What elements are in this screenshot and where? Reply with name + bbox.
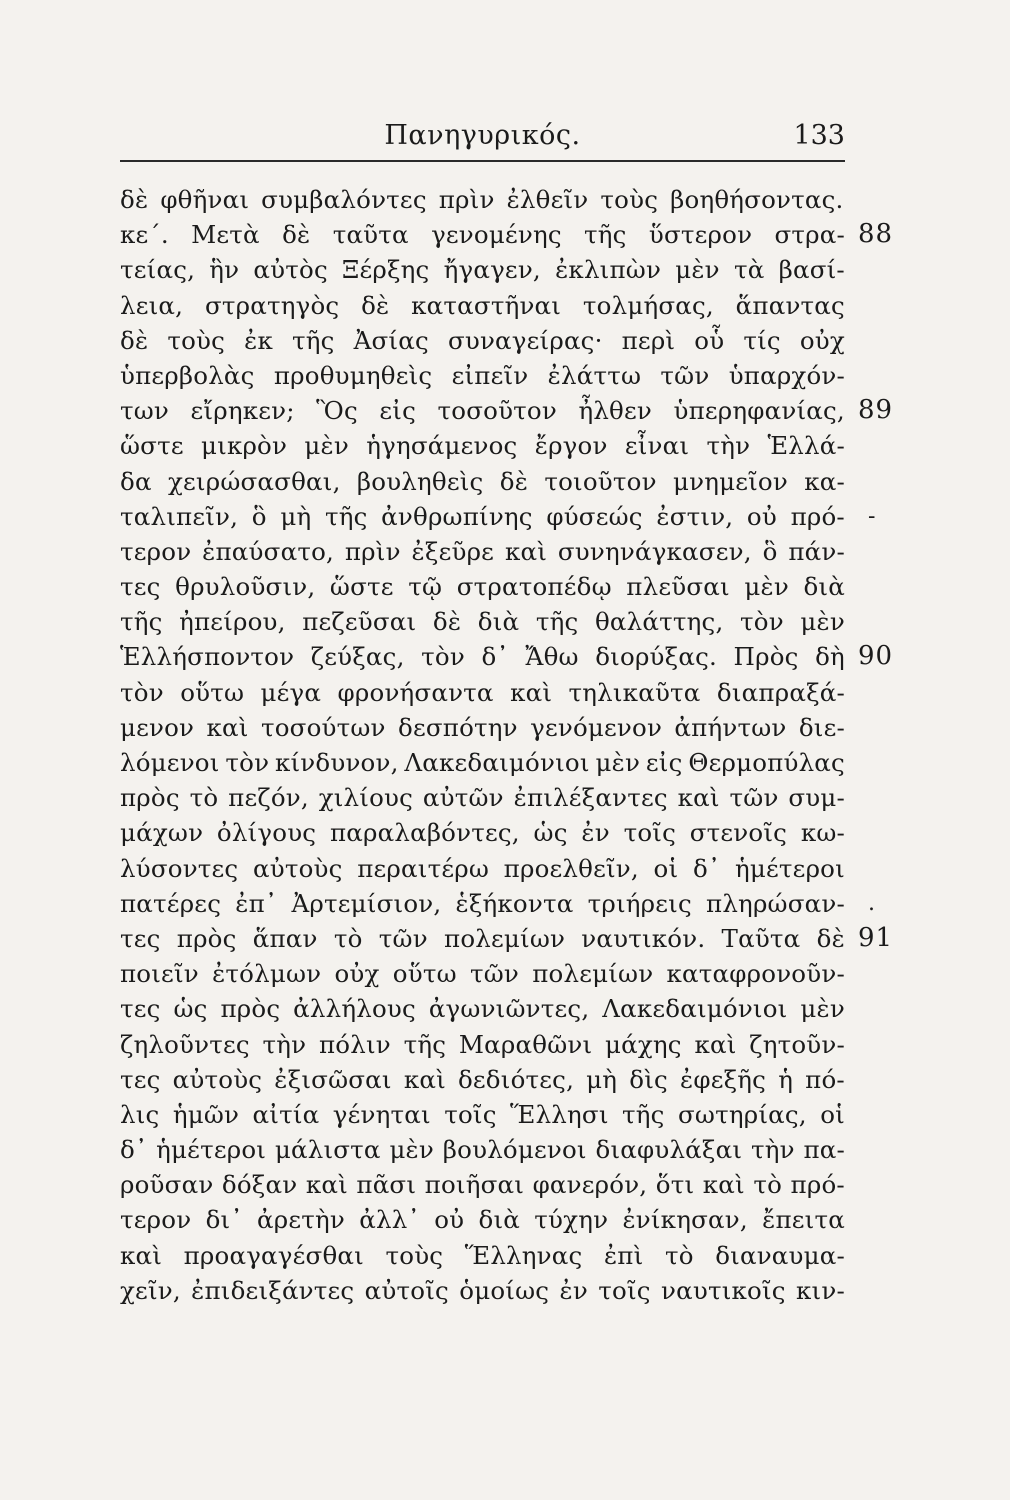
word: τολμήσας, (582, 290, 714, 320)
word: πᾶσι (356, 1170, 417, 1200)
word: οὐχ (799, 325, 845, 355)
word: μνημεῖον (672, 466, 788, 496)
word: πρὸς (220, 994, 281, 1024)
word: δ᾽ (120, 1135, 148, 1165)
word: πρὸς (176, 923, 237, 953)
word: προαγαγέσθαι (183, 1240, 364, 1270)
word: τὴν (262, 1029, 307, 1059)
word: τῶν (470, 959, 520, 989)
text-line (120, 252, 845, 287)
word: τὰ (733, 255, 765, 285)
word: καὶ (510, 677, 553, 707)
text-line (120, 851, 845, 886)
word: καὶ (403, 1064, 446, 1094)
word: οὐχ (334, 959, 380, 989)
word: μάχης (605, 1029, 682, 1059)
word: πρὶν (344, 536, 401, 566)
word: δὲ (282, 220, 311, 250)
word: δεδιότες, (457, 1064, 575, 1094)
word: Ἄθω (525, 642, 579, 672)
text-line (120, 745, 845, 780)
word: δὲ (499, 466, 529, 496)
word: ὃ (251, 501, 267, 531)
word: Λακεδαιμόνιοι (602, 994, 788, 1024)
word: πάν- (788, 536, 845, 566)
margin-section-number: 89 (858, 395, 894, 426)
word: βουληθεὶς (356, 466, 484, 496)
word: τοιοῦτον (544, 466, 657, 496)
text-line (120, 569, 845, 604)
word: ἐν (559, 1275, 588, 1305)
word: ταλιπεῖν, (120, 501, 239, 531)
word: συνηνάγκασεν, (557, 536, 752, 566)
word: τῆς (584, 220, 627, 250)
word: αἰτία (252, 1099, 320, 1129)
word: ποιεῖν (120, 959, 199, 989)
word: ζηλοῦντες (120, 1029, 250, 1059)
word: λις (120, 1099, 160, 1129)
word: Ἑλλά- (767, 431, 845, 461)
text-line (120, 921, 894, 956)
word: καὶ (694, 1029, 737, 1059)
word: δὲ (120, 325, 149, 355)
word: ἐκλιπὼν (555, 255, 662, 285)
word: Μετὰ (191, 220, 260, 250)
word: ἐλάττω (547, 360, 642, 390)
word: ὥστε (120, 431, 184, 461)
word: μὲν (800, 994, 845, 1024)
word: συμ- (788, 783, 845, 813)
word: ναυτικοῖς (661, 1275, 786, 1305)
word: εἴρηκεν; (190, 396, 295, 426)
word: τῶν (378, 923, 428, 953)
word: λόμενοι (120, 748, 220, 777)
word: στρατηγὸς (204, 290, 340, 320)
word: οὕτω (392, 959, 457, 989)
margin-mark: - (868, 503, 876, 529)
word: στρατοπέδῳ (456, 572, 612, 602)
margin-section-number: 88 (858, 219, 894, 250)
text-line (120, 1097, 845, 1132)
word: ἐξισῶσαι (274, 1064, 392, 1094)
text-line (120, 886, 876, 921)
word: ὡς (533, 818, 568, 848)
text-line (120, 639, 894, 674)
word: ἐτόλμων (212, 959, 322, 989)
word: κε´. (120, 220, 169, 250)
word: δὲ (120, 185, 149, 214)
word: Ἕλλησι (510, 1099, 609, 1129)
word: χεῖν, (120, 1275, 181, 1305)
word: ἐν (581, 818, 610, 848)
word: αὐτοῖς (364, 1275, 449, 1305)
word: παραλαβόντες, (329, 818, 520, 848)
word: αὐτοὺς (253, 853, 343, 883)
word: μενον (120, 712, 195, 742)
running-title: Πανηγυρικός. (384, 120, 581, 151)
word: ὑπερβολὰς (120, 360, 255, 390)
word: ὑπαρχόν- (728, 360, 845, 390)
text-line (120, 464, 845, 499)
word: ὡς (173, 994, 208, 1024)
word: ἐφεξῆς (680, 1064, 767, 1094)
word: ζητοῦν- (749, 1029, 845, 1059)
text-line (120, 1202, 845, 1237)
word: τηλικαῦτα (568, 677, 701, 707)
word: Ἕλληνας (464, 1240, 583, 1270)
word: αὐτῶν (422, 783, 504, 813)
word: ὁμοίως (459, 1275, 550, 1305)
word: βουλόμενοι (442, 1135, 587, 1165)
word: ἀλλ᾽ (359, 1205, 420, 1235)
word: θαλάττης, (594, 607, 724, 637)
word: φανερόν, (532, 1170, 648, 1200)
word: τες (120, 923, 161, 953)
text-line (120, 428, 845, 463)
word: δι᾽ (205, 1205, 243, 1235)
text-line (120, 288, 845, 323)
word: δεσπότην (398, 712, 518, 742)
word: οὐ (434, 1205, 465, 1235)
word: οὕτω (180, 677, 245, 707)
word: τίς (743, 325, 781, 355)
word: ναυτικόν. (581, 923, 706, 953)
word: ὅτι (655, 1170, 695, 1200)
word: ἡμέτεροι (156, 1135, 267, 1165)
word: δὲ (361, 290, 390, 320)
word: βασί- (778, 255, 845, 285)
word: μὲν (675, 255, 720, 285)
word: δ᾽ (481, 642, 509, 672)
word: τῆς (535, 607, 579, 637)
word: διὰ (477, 607, 520, 637)
word: κιν- (796, 1275, 845, 1305)
word: τοὺς (600, 185, 659, 214)
word: ὥστε (329, 572, 394, 602)
word: χιλίους (318, 783, 414, 813)
word: πολεμίων (444, 923, 566, 953)
word: τῶν (660, 360, 710, 390)
word: λεια, (120, 290, 184, 320)
word: διὰ (478, 1205, 521, 1235)
word: γενομένης (431, 220, 562, 250)
word: κα- (804, 466, 845, 496)
text-line (120, 710, 845, 745)
word: ἅπαντας (735, 290, 845, 320)
text-line (120, 675, 845, 710)
word: Ταῦτα (721, 923, 801, 953)
word: ἦλθεν (578, 396, 652, 426)
word: καταφρονοῦν- (666, 959, 845, 989)
text-line (120, 217, 894, 252)
text-line (120, 604, 845, 639)
word: τῆς (324, 501, 368, 531)
body-text (120, 182, 894, 1308)
word: πα- (803, 1135, 845, 1165)
word: τείας, (120, 255, 196, 285)
word: ἔπειτα (762, 1205, 845, 1235)
word: πρὶν (438, 185, 495, 214)
word: των (120, 396, 170, 426)
word: μὲν (595, 748, 641, 777)
word: διαφυλάξαι (595, 1135, 743, 1165)
word: διαναυμα- (715, 1240, 845, 1270)
word: αὐτοὺς (172, 1064, 263, 1094)
text-line (120, 780, 845, 815)
word: Ὃς (316, 396, 358, 426)
text-line (120, 815, 845, 850)
word: δὴ (815, 642, 845, 672)
text-line (120, 182, 845, 217)
word: ἅπαν (252, 923, 318, 953)
word: ἀλλήλους (293, 994, 416, 1024)
word: ἐκ (244, 325, 273, 355)
word: τοσοῦτον (437, 396, 557, 426)
word: δα (120, 466, 152, 496)
word: ἐπιδειξάντες (191, 1275, 355, 1305)
word: πατέρες (120, 888, 222, 918)
word: δὲ (432, 607, 462, 637)
word: ἀνθρωπίνης (381, 501, 533, 531)
word: περαιτέρω (357, 853, 490, 883)
word: τες (120, 572, 161, 602)
word: δὶς (629, 1064, 668, 1094)
word: ἠπείρου, (179, 607, 286, 637)
word: ἡμῶν (172, 1099, 240, 1129)
word: μὲν (744, 572, 789, 602)
text-line (120, 1167, 845, 1202)
header-rule (120, 160, 845, 162)
word: πρὸς (120, 783, 180, 813)
word: χειρώσασθαι, (167, 466, 341, 496)
word: στενοῖς (689, 818, 788, 848)
word: τὸ (333, 923, 363, 953)
word: τες (120, 1064, 161, 1094)
word: ταῦτα (332, 220, 409, 250)
word: ἡγησάμενος (366, 431, 518, 461)
word: πό- (805, 1064, 845, 1094)
text-line (120, 323, 845, 358)
word: φύσεώς (546, 501, 643, 531)
word: κω- (800, 818, 845, 848)
text-line (120, 358, 845, 393)
word: καὶ (120, 1240, 163, 1270)
word: ἐπ᾽ (235, 888, 278, 918)
word: τύχην (534, 1205, 609, 1235)
word: μικρὸν (201, 431, 288, 461)
word: τὸ (189, 783, 219, 813)
word: ἣν (209, 255, 240, 285)
word: θρυλοῦσιν, (175, 572, 316, 602)
word: Μαραθῶνι (458, 1029, 593, 1059)
text-line (120, 393, 894, 428)
word: λύσοντες (120, 853, 239, 883)
word: σωτηρίας, (677, 1099, 807, 1129)
word: τὴν (750, 1135, 795, 1165)
word: μάχων (120, 818, 204, 848)
word: τοὺς (167, 325, 226, 355)
word: ἐλθεῖν (506, 185, 589, 214)
word: γένηται (332, 1099, 431, 1129)
word: συναγείρας· (447, 325, 603, 355)
word: διορύξας. (595, 642, 717, 672)
word: μὲν (800, 607, 845, 637)
word: πεζόν, (228, 783, 309, 813)
word: καὶ (206, 712, 249, 742)
word: καὶ (305, 1170, 348, 1200)
word: ἀρετὴν (257, 1205, 346, 1235)
word: προελθεῖν, (503, 853, 639, 883)
word: ἔργον (534, 431, 608, 461)
text-line (120, 499, 876, 534)
word: μὴ (586, 1064, 618, 1094)
word: ὃ (762, 536, 778, 566)
word: τῷ (408, 572, 443, 602)
word: τοὺς (385, 1240, 444, 1270)
word: ἐπιλέξαντες (513, 783, 668, 813)
word: Ἀσίας (353, 325, 429, 355)
word: ποιῆσαι (424, 1170, 525, 1200)
word: περὶ (621, 325, 676, 355)
running-head (120, 110, 845, 154)
word: ροῦσαν (120, 1170, 214, 1200)
word: μὴ (280, 501, 312, 531)
word: τῶν (729, 783, 779, 813)
word: τοῖς (623, 818, 676, 848)
word: δ᾽ (692, 853, 721, 883)
word: τερον (120, 536, 192, 566)
word: τῆς (120, 607, 163, 637)
word: ἀγωνιῶντες, (428, 994, 590, 1024)
word: μάλιστα (274, 1135, 381, 1165)
word: ἡμέτεροι (735, 853, 845, 883)
text-line (120, 1238, 845, 1273)
word: ζεύξας, (310, 642, 405, 672)
word: πληρώσαν- (706, 888, 845, 918)
word: Λακεδαιμόνιοι (404, 748, 590, 777)
word: μὲν (304, 431, 349, 461)
word: καὶ (504, 536, 548, 566)
word: πρό- (790, 501, 845, 531)
word: τερον (120, 1205, 192, 1235)
text-line (120, 1273, 845, 1308)
word: τὸν (225, 748, 270, 777)
word: τὸ (664, 1240, 694, 1270)
word: τες (120, 994, 161, 1024)
word: εἰπεῖν (451, 360, 529, 390)
word: φρονήσαντα (337, 677, 494, 707)
word: ἀπήντων (674, 712, 787, 742)
word: πεζεῦσαι (302, 607, 417, 637)
margin-section-number: 90 (858, 641, 894, 672)
word: τοσούτων (260, 712, 386, 742)
word: δὲ (816, 923, 845, 953)
word: τῆς (292, 325, 335, 355)
word: τὴν (706, 431, 751, 461)
word: ἑξήκοντα (455, 888, 574, 918)
text-line (120, 1027, 845, 1062)
word: εἶναι (624, 431, 690, 461)
word: στρα- (774, 220, 845, 250)
word: εἰς (645, 748, 683, 777)
text-line (120, 991, 845, 1026)
word: κίνδυνον, (274, 748, 399, 777)
word: τριήρεις (587, 888, 692, 918)
word: οἱ (820, 1099, 845, 1129)
word: μέγα (260, 677, 322, 707)
page-number: 133 (793, 120, 845, 151)
text-line (120, 534, 845, 569)
word: καταστῆναι (411, 290, 562, 320)
word: Θερμοπύλας (688, 748, 845, 777)
word: αὐτὸς (253, 255, 328, 285)
word: συμβαλόντες (261, 185, 427, 214)
text-line (120, 1062, 845, 1097)
word: ὀλίγους (216, 818, 317, 848)
word: Ἑλλήσποντον (120, 642, 295, 672)
word: τοῖς (444, 1099, 497, 1129)
word: ἤγαγεν, (443, 255, 541, 285)
word: τὸν (740, 607, 784, 637)
word: καὶ (702, 1170, 745, 1200)
word: ἐπαύσατο, (202, 536, 335, 566)
word: τῆς (403, 1029, 447, 1059)
word: τὸν (421, 642, 465, 672)
word: ἐπὶ (603, 1240, 644, 1270)
word: διὰ (803, 572, 845, 602)
word: τῆς (622, 1099, 665, 1129)
word: πλεῦσαι (626, 572, 730, 602)
word: δόξαν (221, 1170, 298, 1200)
margin-mark: . (868, 890, 876, 916)
text-line (120, 1132, 845, 1167)
word: πρό- (790, 1170, 845, 1200)
word: οὗ (694, 325, 725, 355)
word: πόλιν (318, 1029, 391, 1059)
word: οἱ (653, 853, 679, 883)
word: ὕστερον (648, 220, 753, 250)
word: τοῖς (598, 1275, 651, 1305)
word: ὑπερηφανίας, (673, 396, 845, 426)
word: διαπραξά- (716, 677, 845, 707)
word: φθῆναι (160, 185, 250, 214)
word: ἐνίκησαν, (622, 1205, 748, 1235)
word: Ξέρξης (342, 255, 430, 285)
word: μὲν (389, 1135, 435, 1165)
word: ἐστιν, (656, 501, 734, 531)
word: τὸ (753, 1170, 783, 1200)
word: καὶ (677, 783, 720, 813)
margin-section-number: 91 (858, 922, 894, 953)
word: προθυμηθεὶς (273, 360, 433, 390)
word: ἐξεῦρε (411, 536, 495, 566)
word: οὐ (746, 501, 777, 531)
word: εἰς (379, 396, 416, 426)
word: ἡ (778, 1064, 794, 1094)
word: βοηθήσοντας. (670, 185, 844, 214)
text-line (120, 956, 845, 991)
word: γενόμενον (530, 712, 663, 742)
word: Πρὸς (733, 642, 799, 672)
word: διε- (798, 712, 845, 742)
word: πολεμίων (532, 959, 654, 989)
word: τὸν (120, 677, 164, 707)
word: Ἀρτεμίσιον, (291, 888, 442, 918)
